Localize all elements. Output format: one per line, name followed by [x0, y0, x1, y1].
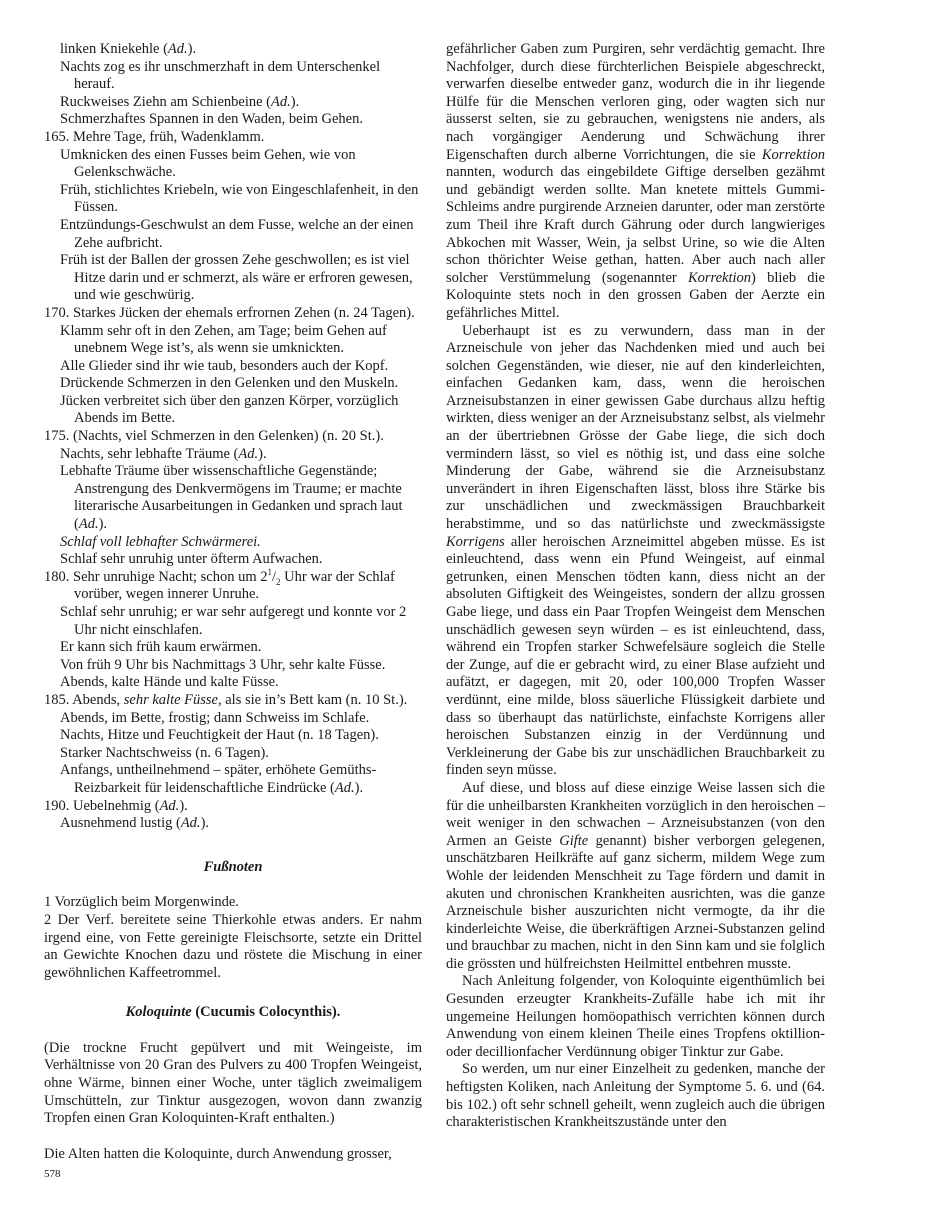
- footnote-2: 2 Der Verf. bereitete seine Thierkohle etwas anders. Er nahm irgend eine, von Fette gereinigte Fleischsorte, setzte ein Drittel an Gewichte Knochen dazu und röstete die Mischung in einer gewöhnlichen Kaffeetrommel.: [44, 911, 422, 981]
- text-run: Ad.: [238, 445, 259, 462]
- text-run: Auf diese, und bloss auf diese einzige Weise lassen sich die für die unheilbarsten Krankheiten vorzüglich in den heroischen – weit weniger in den schwachen – Arzneisubstanzen (von den Armen an Geiste: [446, 779, 825, 849]
- text-run: ).: [98, 516, 108, 533]
- text-run: Starker Nachtschweiss (n. 6 Tagen).: [60, 744, 269, 761]
- text-run: Ad.: [334, 779, 355, 796]
- remedy-intro: Die Alten hatten die Koloquinte, durch Anwendung grosser,: [44, 1145, 392, 1162]
- symptom-entry: [44, 323, 422, 358]
- symptom-entry: [44, 147, 422, 182]
- text-run: gefährlicher Gaben zum Purgiren, sehr verdächtig gemacht. Ihre Nachfolger, durch diese fürchterlichen Beispiele abgeschreckt, verwarfen dieselbe entweder ganz, wodurch die in ihr liegende Hülfe für die Menschen verloren ging, oder wagten sich nur äusserst selten, sie zu gebrauchen, wenigstens nie anders, als nach vorgängiger Aenderung und Schwächung ihrer Eigenschaften durch alberne Vorrichtungen, die sie: [446, 41, 825, 163]
- text-run: ).: [200, 815, 210, 832]
- text-run: Umknicken des einen Fusses beim Gehen, wie von Gelenkschwäche.: [60, 146, 356, 181]
- symptom-entry: [44, 762, 422, 797]
- text-run: ).: [354, 779, 364, 796]
- text-run: genannt) bisher verborgen gelegenen, unschätzbaren Heilkräfte auf ganz sicherm, mildem Wege zum Wohle der leidenden Menschheit zu Tage fördern und damit in akuten und chronischen Krankheiten ausrichten, was die ganze Arzneischule bisher auszurichten nicht vermogte, da ihr die kinderleichte Weise, die überkräftigen Arznei-Substanzen gelind und brauchbar zu machen, nicht in den Sinn kam und sie folglich die grössten und hülfreichsten Heilmittel entbehren musste.: [446, 832, 825, 972]
- text-run: Schlaf voll lebhafter Schwärmerei.: [60, 533, 261, 550]
- symptom-number: 170.: [44, 304, 73, 321]
- text-run: ).: [187, 41, 197, 57]
- text-run: Abends, kalte Hände und kalte Füsse.: [60, 674, 279, 691]
- remedy-preparation: (Die trockne Frucht gepülvert und mit Weingeiste, im Verhältnisse von 20 Gran des Pulvers zu 400 Tropfen Weingeist, ohne Wärme, binnen einer Woche, unter täglich zweimaligem Umschütteln, zur Tinktur ausgezogen, wovon dann zwanzig Tropfen einen Gran Koloquinten-Kraft enthalten.): [44, 1039, 422, 1127]
- text-run: Schlaf sehr unruhig unter öfterm Aufwachen.: [60, 551, 323, 568]
- text-run: So werden, um nur einer Einzelheit zu gedenken, manche der heftigsten Koliken, nach Anleitung der Symptome 5. 6. und (64. bis 102.) oft sehr schnell geheilt, wenn zugleich auch die übrigen charakteristischen Krankheitszustände unter den: [446, 1061, 825, 1131]
- text-run: Abends, im Bette, frostig; dann Schweiss im Schlafe.: [60, 709, 370, 726]
- left-column: [44, 41, 422, 1163]
- text-run: Nachts, Hitze und Feuchtigkeit der Haut (n. 18 Tagen).: [60, 727, 379, 744]
- body-paragraph: [446, 41, 825, 323]
- body-paragraph: [446, 323, 825, 780]
- text-run: Abends,: [72, 691, 124, 708]
- text-run: Ruckweises Ziehn am Schienbeine (: [60, 93, 271, 110]
- text-run: Korrektion: [761, 146, 825, 163]
- symptom-entry: [44, 393, 422, 428]
- text-run: Starkes Jücken der ehemals erfrornen Zehen (n. 24 Tagen).: [73, 304, 415, 321]
- text-run: Alle Glieder sind ihr wie taub, besonders auch der Kopf.: [60, 357, 389, 374]
- text-run: Drückende Schmerzen in den Gelenken und den Muskeln.: [60, 375, 399, 392]
- text-run: Nachts zog es ihr unschmerzhaft in dem Unterschenkel herauf.: [60, 58, 381, 93]
- text-run: Ad.: [271, 93, 291, 110]
- text-run: ).: [290, 93, 300, 110]
- text-run: Ausnehmend lustig (: [60, 815, 181, 832]
- symptom-entry: [44, 94, 422, 112]
- remedy-title-latin: (Cucumis Colocynthis).: [191, 1004, 341, 1021]
- symptom-entry: [44, 375, 422, 393]
- symptom-entry: [44, 217, 422, 252]
- text-run: Schlaf sehr unruhig; er war sehr aufgeregt und konnte vor 2 Uhr nicht einschlafen.: [60, 604, 407, 638]
- symptom-entry: [44, 639, 422, 657]
- text-run: Jücken verbreitet sich über den ganzen Körper, vorzüglich Abends im Bette.: [60, 392, 399, 427]
- symptom-entry: [44, 798, 422, 816]
- symptom-number: 190.: [44, 797, 73, 814]
- text-run: /: [272, 568, 277, 585]
- symptom-entry: [44, 674, 422, 692]
- right-column: [446, 41, 825, 1132]
- text-run: Von früh 9 Uhr bis Nachmittags 3 Uhr, sehr kalte Füsse.: [60, 656, 386, 673]
- text-run: Uebelnehmig (: [73, 797, 160, 814]
- text-run: Korrigens: [446, 533, 505, 550]
- symptom-entry: [44, 710, 422, 728]
- text-run: Gifte: [559, 832, 589, 849]
- symptom-entry: [44, 745, 422, 763]
- body-paragraph: [446, 780, 825, 974]
- text-run: Schmerzhaftes Spannen in den Waden, beim Gehen.: [60, 111, 363, 128]
- text-run: (Nachts, viel Schmerzen in den Gelenken) (n. 20 St.).: [73, 428, 384, 445]
- body-paragraph: [446, 973, 825, 1061]
- text-run: 2: [276, 576, 281, 587]
- symptom-entry: [44, 305, 422, 323]
- text-run: Früh ist der Ballen der grossen Zehe geschwollen; es ist viel Hitze darin und er schmerzt, als wäre er erfroren gewesen, und wie geschwürig.: [60, 252, 413, 304]
- text-run: Anfangs, untheilnehmend – später, erhöhete Gemüths-Reizbarkeit für leidenschaftliche Eindrücke (: [60, 762, 377, 796]
- symptom-entry: [44, 657, 422, 675]
- text-run: Nachts, sehr lebhafte Träume (: [60, 445, 239, 462]
- symptom-number: 185.: [44, 691, 73, 708]
- symptom-number: 165.: [44, 128, 73, 145]
- text-run: Sehr unruhige Nacht; schon um 2: [73, 568, 268, 585]
- footnotes-heading: Fußnoten: [203, 858, 263, 875]
- text-run: Nach Anleitung folgender, von Koloquinte eigenthümlich bei Gesunden erzeugter Krankheits-Zufälle habe ich mit ihr ungemeine Heilungen homöopathisch verrichten können durch Anwendung von einem kleinen Theile eines Tropfens oktillion- oder decillionfacher Verdünnung obiger Tinktur zur Gabe.: [446, 973, 825, 1060]
- symptom-entry: [44, 358, 422, 376]
- text-run: als sie in’s Bett kam (n. 10 St.).: [221, 691, 408, 708]
- footnotes: [44, 894, 422, 982]
- text-run: Mehre Tage, früh, Wadenklamm.: [73, 128, 265, 145]
- symptom-number: 180.: [44, 568, 73, 585]
- text-run: ).: [258, 445, 267, 462]
- text-run: ).: [179, 797, 188, 814]
- text-run: Lebhafte Träume über wissenschaftliche Gegenstände; Anstrengung des Denkvermögens im Traume; er machte literarische Ausarbeitungen in Gedanken und sprach laut (: [60, 463, 403, 533]
- symptom-number: 175.: [44, 428, 73, 445]
- text-run: nannten, wodurch das eingebildete Giftige derselben gezähmt und gebändigt werden sollte. Man knetete mittels Gummi-Schleims andre purgirende Arzneien darunter, oder man zerstörte zum Theil ihre Kraft durch Gährung oder durch langwieriges Abkochen mit Wasser, Wein, ja selbst Urine, so wie die Alten schon thörichter Weise gethan, hatten. Aber auch nach aller solcher Verstümmelung (sogenannter: [446, 164, 825, 286]
- text-run: Ad.: [78, 516, 99, 533]
- symptom-entry: [44, 129, 422, 147]
- remedy-title: [44, 1004, 422, 1022]
- footnote-1: 1 Vorzüglich beim Morgenwinde.: [44, 894, 239, 911]
- symptom-entry: [44, 252, 422, 305]
- symptom-entry: [44, 551, 422, 569]
- text-run: aller heroischen Arzneimittel abgeben müsse. Es ist einleuchtend, dass wenn ein Pfund Weingeist, auf einmal getrunken, einen Menschen tödten kann, diess nicht an der absoluten Giftigkeit des Weingeistes, sondern der allzu grossen Gabe liege, und dass ein Paar Tropfen Weingeist dem Menschen unschädlich gewesen seyn würden – es ist einleuchtend, dass, während ein Tropfen starker Schwefelsäure sogleich die Stelle der Zunge, auf die er gebracht wird, zu einer Blase aufzieht und aufätzt, er dagegen, mit 20, oder 100,000 Tropfen Wasser verdünnt, eine milde, bloss säuerliche Flüssigkeit darbiete und dass so überhaupt das natürlichste, einfachste Korrigens aller heroischen Substanzen einzig in der Verdünnung und Verkleinerung der Gabe bis zur unschädlichen Brauchbarkeit zu finden seyn müsse.: [446, 533, 825, 779]
- remedy-title-name: Koloquinte: [125, 1004, 192, 1021]
- text-run: Früh, stichlichtes Kriebeln, wie von Eingeschlafenheit, in den Füssen.: [60, 181, 419, 216]
- symptom-entry: [44, 111, 422, 129]
- symptom-list: [44, 41, 422, 833]
- page-number: 578: [44, 1168, 61, 1180]
- symptom-entry: [44, 815, 422, 833]
- symptom-entry: [44, 463, 422, 533]
- text-run: 1: [267, 566, 273, 577]
- symptom-entry: [44, 566, 422, 604]
- text-run: sehr kalte Füsse,: [123, 691, 222, 708]
- text-run: Ad.: [180, 815, 201, 832]
- text-run: Er kann sich früh kaum erwärmen.: [60, 639, 262, 656]
- text-run: Ad.: [167, 41, 188, 57]
- text-run: Ueberhaupt ist es zu verwundern, dass man in der Arzneischule von jeher das Nachdenken mied und auch bei solchen Gegenständen, wie dieser, nie auf den kinderleichten, einfachen Gedanken kam, dass, wenn die heroischen Arzneisubstanzen in einer gewissen Gabe durchaus allzu heftig wirkten, diess weniger an der Arzneisubstanz selbst, als vielmehr an der übertriebnen Grösse der Gabe liege, die sich doch vermindern lässt, so viel es nöthig ist, und dass eine solche Minderung der Gabe, während sie die Arzneisubstanz unverändert in ihren Eigenschaften lässt, bloss ihre Stärke bis zur unschädlichen und zweckmässigen Brauchbarkeit herabstimme, und so das natürlichste und zweckmässigste: [446, 322, 825, 533]
- symptom-entry: [44, 534, 422, 552]
- text-run: Ad.: [159, 797, 180, 814]
- symptom-entry: [44, 692, 422, 710]
- text-run: Entzündungs-Geschwulst an dem Fusse, welche an der einen Zehe aufbricht.: [60, 216, 414, 251]
- symptom-entry: [44, 446, 422, 464]
- symptom-entry: [44, 182, 422, 217]
- symptom-entry: [44, 428, 422, 446]
- body-paragraph: [446, 1061, 825, 1131]
- symptom-entry: [44, 41, 422, 59]
- text-run: ) blieb die Koloquinte stets noch in den grossen Gaben der Aerzte ein gefährliches Mittel.: [446, 269, 825, 321]
- text-run: Klamm sehr oft in den Zehen, am Tage; beim Gehen auf unebnem Wege ist’s, als wenn sie umknickten.: [60, 322, 387, 357]
- symptom-entry: [44, 59, 422, 94]
- text-run: Uhr war der Schlaf vorüber, wegen innerer Unruhe.: [74, 568, 395, 603]
- text-run: linken Kniekehle (: [60, 41, 168, 57]
- symptom-entry: [44, 727, 422, 745]
- text-run: Korrektion: [687, 269, 752, 286]
- symptom-entry: [44, 604, 422, 639]
